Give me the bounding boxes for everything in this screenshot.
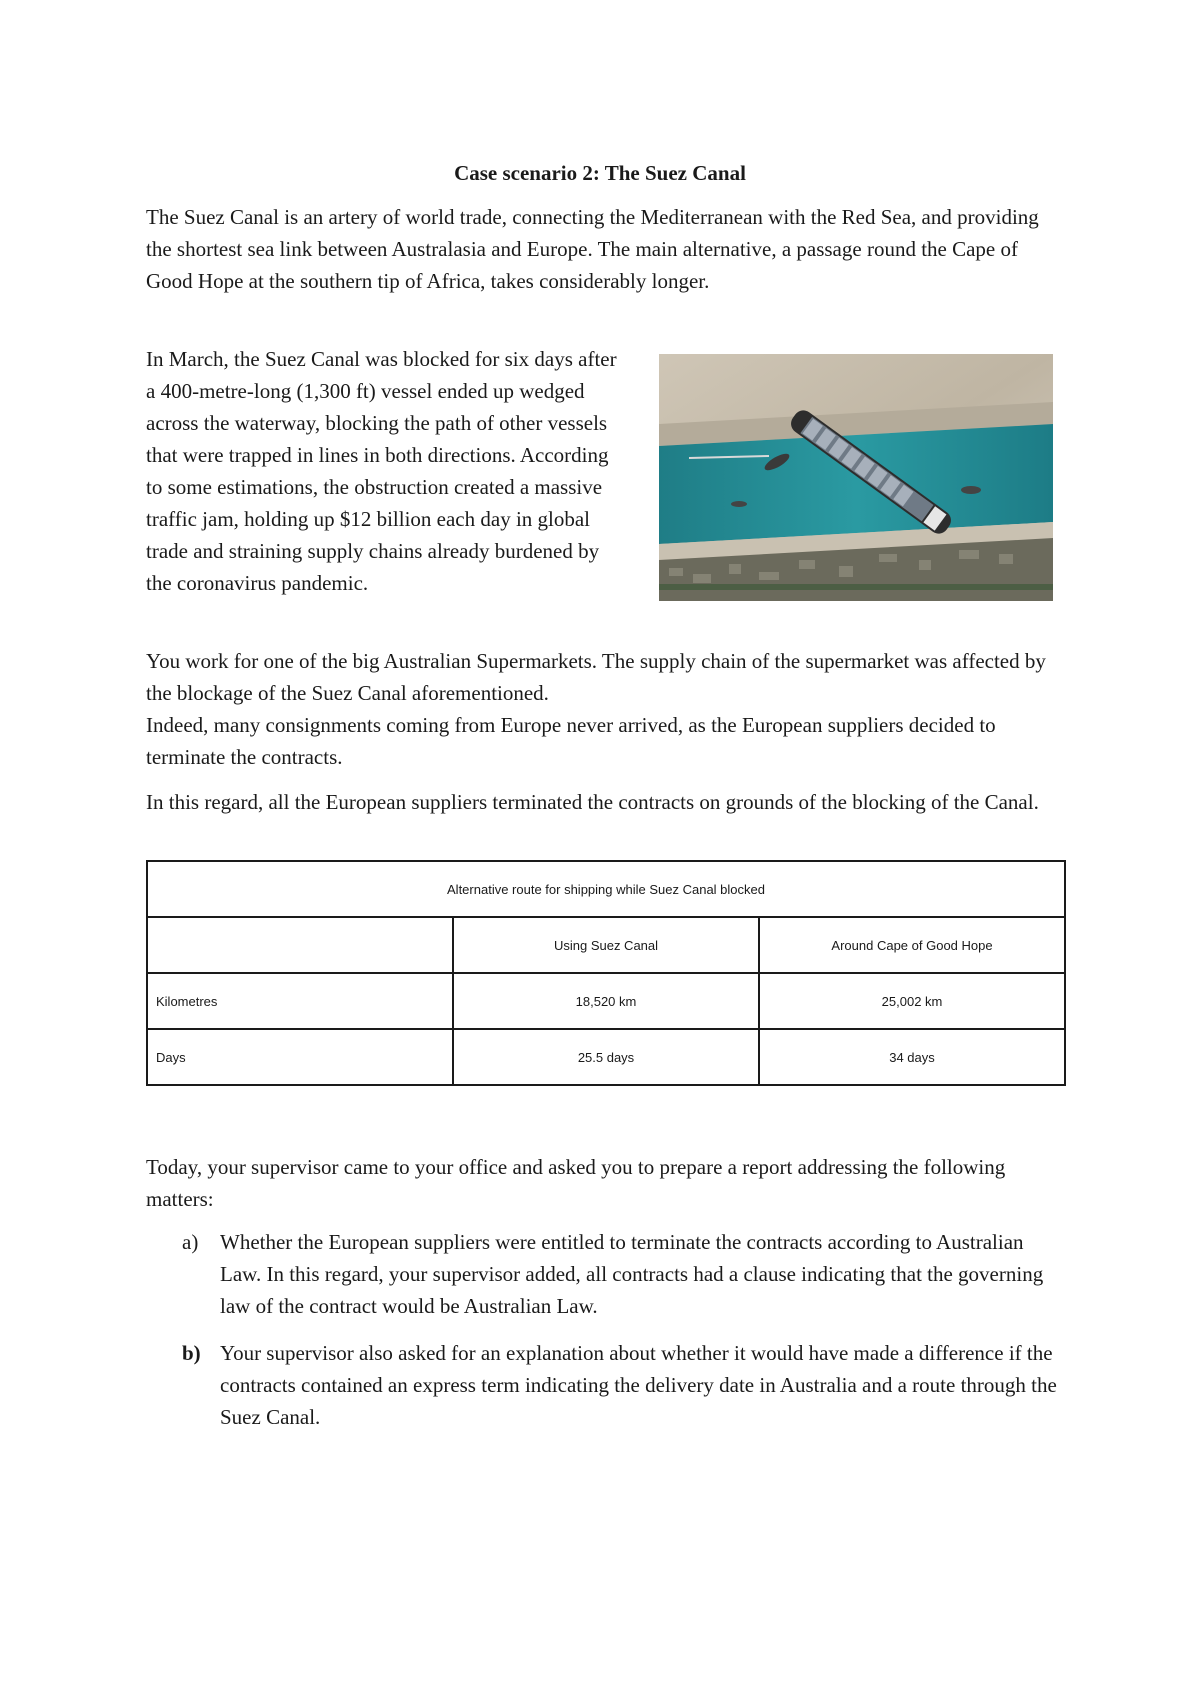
table-header-cell: Around Cape of Good Hope — [759, 917, 1065, 973]
supermarket-text-2: Indeed, many consignments coming from Europe never arrived, as the European suppliers decided to terminate the contracts. — [146, 713, 996, 769]
question-text: Whether the European suppliers were entitled to terminate the contracts according to Australian Law. In this regard, your supervisor added, all contracts had a clause indicating that the governing law of the contract would be Australian Law. — [220, 1230, 1044, 1318]
list-marker: a) — [182, 1230, 199, 1254]
supermarket-paragraph — [146, 645, 1066, 773]
table-cell: Days — [147, 1029, 453, 1085]
question-list-a — [146, 1226, 1066, 1322]
table-cell: 25.5 days — [453, 1029, 759, 1085]
table-cell: Kilometres — [147, 973, 453, 1029]
table-cell: 25,002 km — [759, 973, 1065, 1029]
question-text: Your supervisor also asked for an explanation about whether it would have made a difference if the contracts contained an express term indicating the delivery date in Australia and a route through the Suez Canal. — [220, 1341, 1057, 1429]
list-marker: b) — [182, 1341, 201, 1365]
table-caption-row — [147, 861, 1065, 917]
table-header-cell: Using Suez Canal — [453, 917, 759, 973]
blockage-paragraph: In March, the Suez Canal was blocked for six days after a 400-metre-long (1,300 ft) vessel ended up wedged across the waterway, blocking the path of other vessels that were trapped in lines in both directions. According to some estimations, the obstruction created a massive traffic jam, holding up $12 billion each day in global trade and straining supply chains already burdened by the coronavirus pandemic. — [146, 347, 617, 595]
intro-paragraph: The Suez Canal is an artery of world trade, connecting the Mediterranean with the Red Sea, and providing the shortest sea link between Australasia and Europe. The main alternative, a passage round the Cape of Good Hope at the southern tip of Africa, takes considerably longer. — [146, 205, 1039, 293]
suez-canal-aerial-photo — [659, 354, 1053, 601]
list-item — [146, 1337, 1066, 1433]
table-row — [147, 973, 1065, 1029]
table-row — [147, 1029, 1065, 1085]
page-title: Case scenario 2: The Suez Canal — [454, 161, 746, 185]
table-caption: Alternative route for shipping while Suez Canal blocked — [147, 861, 1065, 917]
route-comparison-table — [146, 860, 1066, 1086]
table-cell: 34 days — [759, 1029, 1065, 1085]
question-list-b — [146, 1337, 1066, 1433]
list-item — [146, 1226, 1066, 1322]
supervisor-paragraph: Today, your supervisor came to your office and asked you to prepare a report addressing the following matters: — [146, 1155, 1006, 1211]
table-header-row — [147, 917, 1065, 973]
table-header-cell — [147, 917, 453, 973]
regard-paragraph: In this regard, all the European suppliers terminated the contracts on grounds of the blocking of the Canal. — [146, 790, 1039, 814]
table-cell: 18,520 km — [453, 973, 759, 1029]
supermarket-text-1: You work for one of the big Australian Supermarkets. The supply chain of the supermarket was affected by the blockage of the Suez Canal aforementioned. — [146, 649, 1046, 705]
